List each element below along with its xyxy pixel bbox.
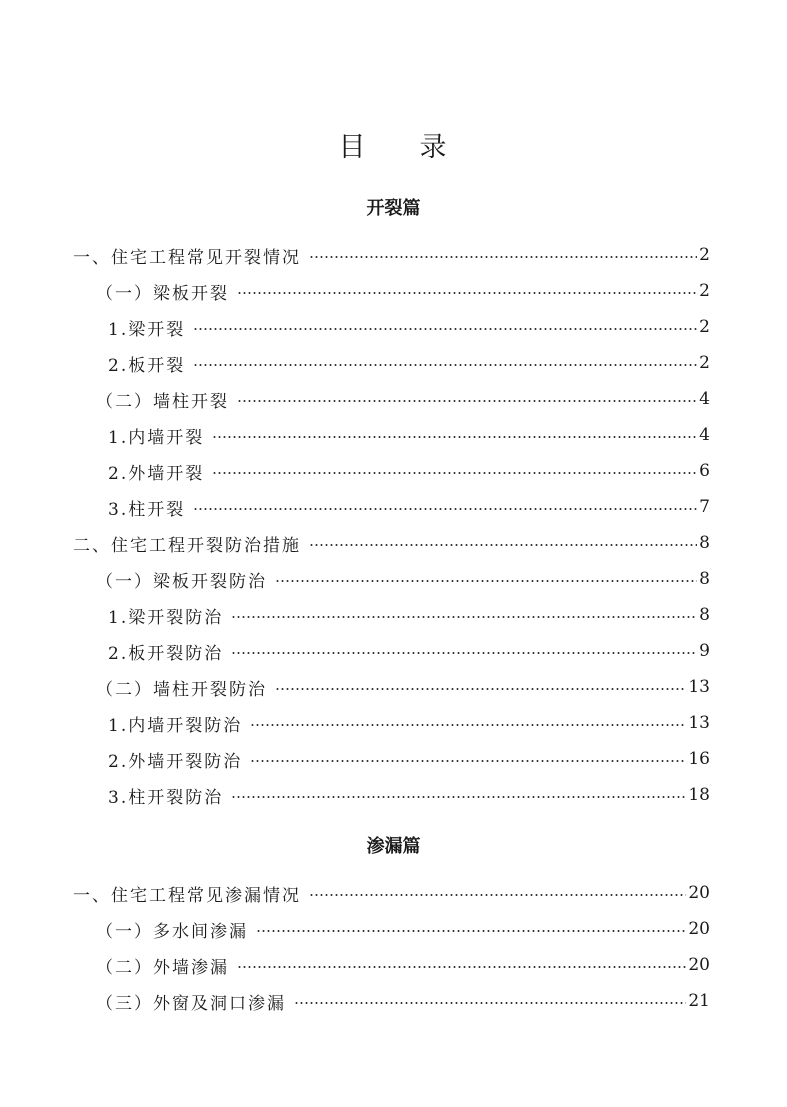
toc-entry-page-number: 16 xyxy=(688,749,710,769)
toc-entry-label: 1.梁开裂防治 xyxy=(108,607,224,628)
dot-leader xyxy=(294,1002,686,1004)
dot-leader xyxy=(231,796,686,798)
toc-entry-page-number: 2 xyxy=(699,245,710,265)
toc-entry-page-number: 20 xyxy=(688,883,710,903)
toc-entry[interactable] xyxy=(0,453,787,489)
toc-entry[interactable] xyxy=(0,875,787,911)
dot-leader xyxy=(237,400,697,402)
dot-leader xyxy=(275,580,697,582)
dot-leader xyxy=(275,688,686,690)
toc-entry-label: 2.板开裂防治 xyxy=(108,643,224,664)
toc-entry[interactable] xyxy=(0,561,787,597)
toc-entry[interactable] xyxy=(0,741,787,777)
toc-list-leakage xyxy=(0,875,787,1019)
page-title-char-2: 录 xyxy=(419,132,449,163)
toc-entry[interactable] xyxy=(0,525,787,561)
toc-entry-label: 3.柱开裂 xyxy=(108,499,186,520)
toc-entry-page-number: 4 xyxy=(699,389,710,409)
toc-entry-label: 2.外墙开裂防治 xyxy=(108,751,243,772)
toc-entry-label: （三）外窗及洞口渗漏 xyxy=(96,993,286,1014)
toc-entry[interactable] xyxy=(0,597,787,633)
toc-entry-page-number: 2 xyxy=(699,281,710,301)
page-title xyxy=(0,128,787,168)
toc-entry[interactable] xyxy=(0,489,787,525)
dot-leader xyxy=(193,364,697,366)
toc-entry-label: （一）梁板开裂 xyxy=(96,283,229,304)
toc-entry-label: 2.外墙开裂 xyxy=(108,463,205,484)
dot-leader xyxy=(237,966,686,968)
dot-leader xyxy=(309,256,697,258)
toc-entry-label: （一）多水间渗漏 xyxy=(96,921,248,942)
section-heading-leakage: 渗漏篇 xyxy=(366,836,421,857)
toc-entry-label: 二、住宅工程开裂防治措施 xyxy=(73,535,301,556)
toc-entry-label: 一、住宅工程常见渗漏情况 xyxy=(73,885,301,906)
dot-leader xyxy=(212,436,697,438)
section-heading-cracking: 开裂篇 xyxy=(366,198,421,219)
toc-entry[interactable] xyxy=(0,237,787,273)
dot-leader xyxy=(250,760,686,762)
toc-entry-label: （一）梁板开裂防治 xyxy=(96,571,267,592)
dot-leader xyxy=(193,508,697,510)
toc-entry[interactable] xyxy=(0,947,787,983)
toc-entry-page-number: 8 xyxy=(699,569,710,589)
dot-leader xyxy=(231,652,697,654)
toc-entry-label: （二）墙柱开裂防治 xyxy=(96,679,267,700)
dot-leader xyxy=(309,544,697,546)
toc-entry-label: （二）外墙渗漏 xyxy=(96,957,229,978)
toc-entry-page-number: 4 xyxy=(699,425,710,445)
toc-entry-label: 2.板开裂 xyxy=(108,355,186,376)
toc-entry[interactable] xyxy=(0,273,787,309)
dot-leader xyxy=(256,930,686,932)
dot-leader xyxy=(237,292,697,294)
toc-entry[interactable] xyxy=(0,633,787,669)
toc-entry-label: 1.内墙开裂 xyxy=(108,427,205,448)
toc-entry-page-number: 6 xyxy=(699,461,710,481)
toc-entry-page-number: 2 xyxy=(699,353,710,373)
dot-leader xyxy=(193,328,697,330)
toc-entry[interactable] xyxy=(0,777,787,813)
toc-entry-page-number: 8 xyxy=(699,533,710,553)
toc-entry-label: 1.梁开裂 xyxy=(108,319,186,340)
toc-entry-label: 1.内墙开裂防治 xyxy=(108,715,243,736)
toc-entry[interactable] xyxy=(0,417,787,453)
dot-leader xyxy=(250,724,686,726)
toc-list-cracking xyxy=(0,237,787,813)
toc-entry-page-number: 13 xyxy=(688,677,710,697)
toc-entry-page-number: 9 xyxy=(699,641,710,661)
page-title-char-1: 目 xyxy=(338,132,368,163)
toc-entry-page-number: 20 xyxy=(688,955,710,975)
toc-entry[interactable] xyxy=(0,983,787,1019)
toc-entry-page-number: 8 xyxy=(699,605,710,625)
toc-entry[interactable] xyxy=(0,705,787,741)
dot-leader xyxy=(231,616,697,618)
toc-entry-page-number: 21 xyxy=(688,991,710,1011)
toc-entry-page-number: 2 xyxy=(699,317,710,337)
toc-entry-page-number: 13 xyxy=(688,713,710,733)
dot-leader xyxy=(309,894,686,896)
dot-leader xyxy=(212,472,697,474)
toc-entry-page-number: 20 xyxy=(688,919,710,939)
toc-entry-page-number: 7 xyxy=(699,497,710,517)
toc-entry[interactable] xyxy=(0,669,787,705)
toc-entry[interactable] xyxy=(0,381,787,417)
toc-entry[interactable] xyxy=(0,309,787,345)
toc-entry[interactable] xyxy=(0,911,787,947)
toc-entry-label: 3.柱开裂防治 xyxy=(108,787,224,808)
toc-entry-page-number: 18 xyxy=(688,785,710,805)
toc-entry-label: （二）墙柱开裂 xyxy=(96,391,229,412)
toc-entry[interactable] xyxy=(0,345,787,381)
toc-entry-label: 一、住宅工程常见开裂情况 xyxy=(73,247,301,268)
